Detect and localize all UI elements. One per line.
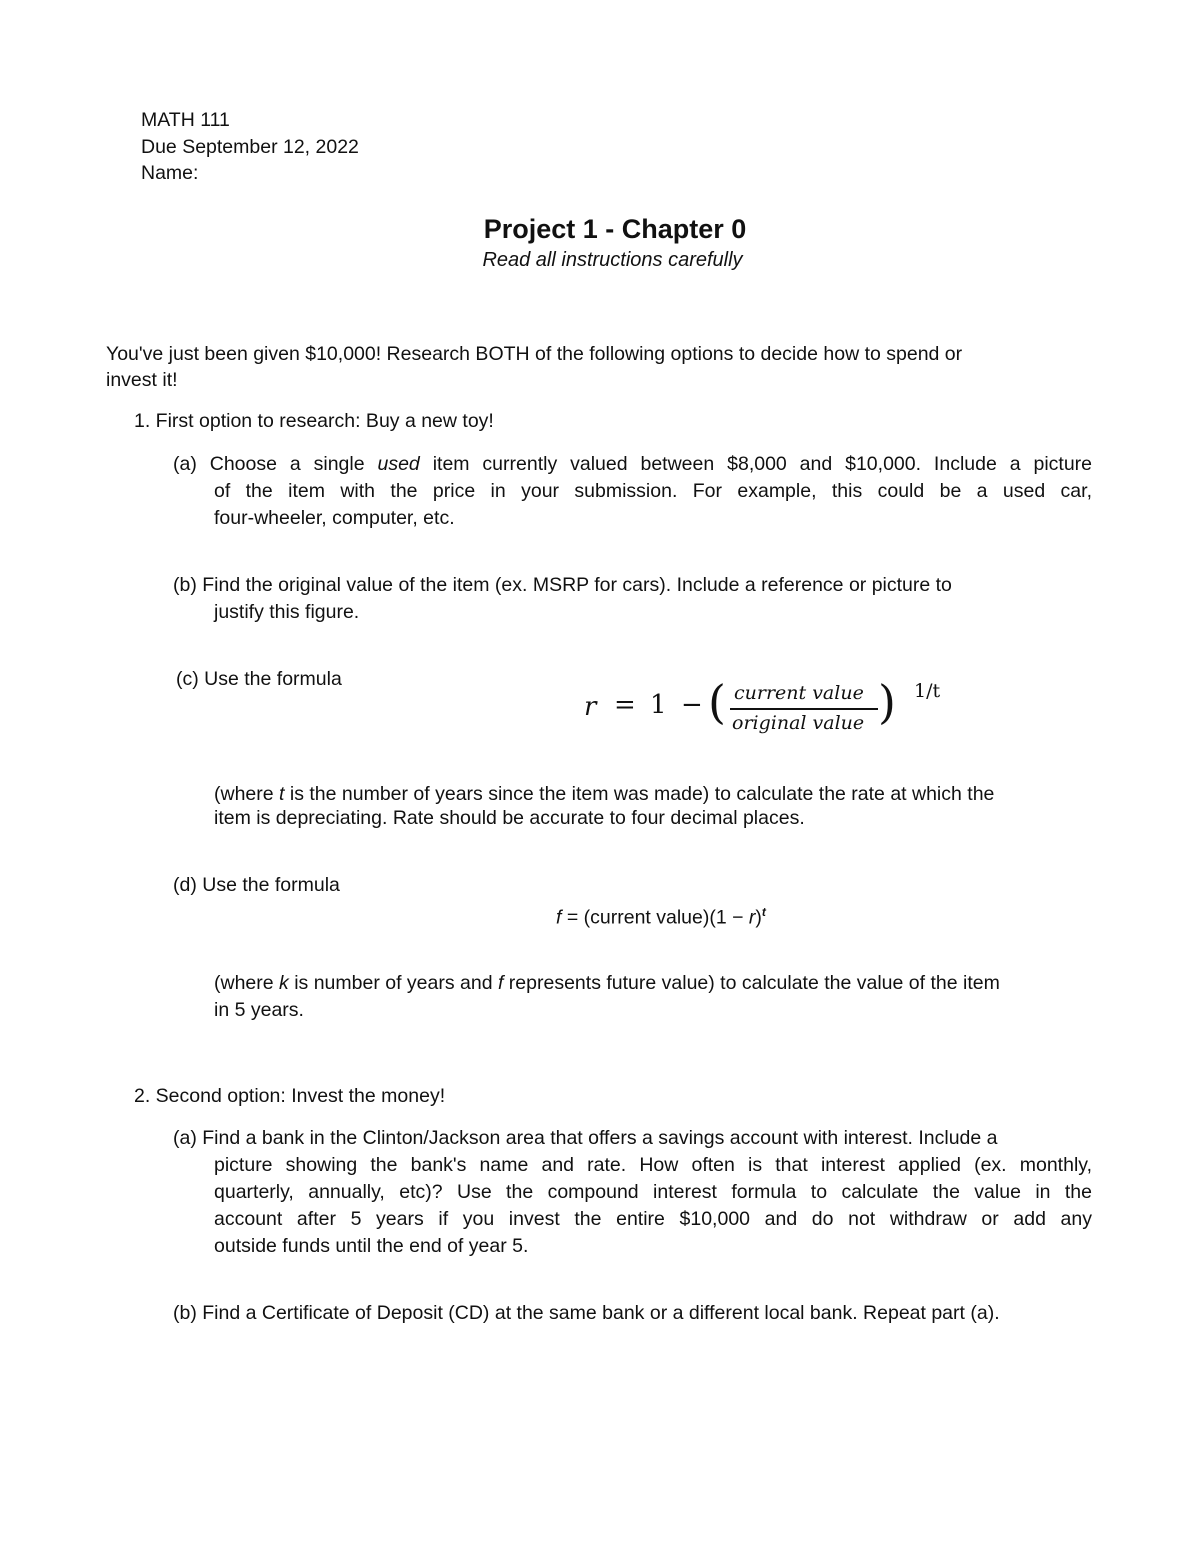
intro-line-2: invest it! [106, 369, 178, 391]
formula-right-paren: ) [878, 675, 896, 729]
item-1c-line-3: item is depreciating. Rate should be accurate to four decimal places. [214, 807, 805, 829]
formula-denominator: original value [732, 712, 865, 734]
item-2a-line-5: outside funds until the end of year 5. [214, 1235, 529, 1257]
emphasis-used: used [377, 453, 420, 475]
item-2a-line-1: (a) Find a bank in the Clinton/Jackson area that offers a savings account with interest. Include a [173, 1127, 998, 1149]
item-1d-line-1: (d) Use the formula [173, 874, 340, 896]
item-1b-line-1: (b) Find the original value of the item (ex. MSRP for cars). Include a reference or picture to [173, 574, 952, 596]
item-1d-where: (where k is number of years and f represents future value) to calculate the value of the item [214, 972, 1000, 994]
formula-r: r [584, 692, 597, 722]
item-1a-line-1: (a) Choose a single used item currently valued between $8,000 and $10,000. Include a picture [173, 453, 1093, 475]
item-1c-line-1: (c) Use the formula [176, 668, 342, 690]
item-1b-line-2: justify this figure. [214, 601, 360, 623]
option-1-heading: 1. First option to research: Buy a new toy! [134, 410, 494, 432]
item-1d-line-3: in 5 years. [214, 999, 304, 1021]
course-code: MATH 111 [141, 109, 230, 131]
name-label: Name: [141, 162, 199, 184]
option-2-heading: 2. Second option: Invest the money! [134, 1085, 446, 1107]
formula-one: 1 [650, 690, 667, 720]
formula-exponent: 1/t [914, 680, 941, 702]
item-2a-line-3: quarterly, annually, etc)? Use the compound interest formula to calculate the value in the [214, 1181, 1092, 1203]
future-value-formula: f = (current value)(1 − r)$^t$ [556, 905, 766, 929]
page-subtitle: Read all instructions carefully [482, 249, 743, 271]
formula-left-paren: ( [708, 675, 726, 729]
item-1a-line-3: four-wheeler, computer, etc. [214, 507, 455, 529]
item-2a-line-2: picture showing the bank's name and rate. How often is that interest applied (ex. monthly, [214, 1154, 1092, 1176]
formula-fraction-bar [730, 708, 878, 710]
item-1a-line-2: of the item with the price in your submission. For example, this could be a used car, [214, 480, 1092, 502]
due-date: Due September 12, 2022 [141, 136, 359, 158]
formula-minus: − [681, 690, 703, 720]
formula-numerator: current value [734, 682, 864, 704]
page-title: Project 1 - Chapter 0 [483, 214, 747, 244]
item-1c-where: (where t is the number of years since the item was made) to calculate the rate at which the [214, 783, 995, 805]
intro-line-1: You've just been given $10,000! Research BOTH of the following options to decide how to spend or [106, 343, 963, 365]
item-2a-line-4: account after 5 years if you invest the entire $10,000 and do not withdraw or add any [214, 1208, 1092, 1230]
item-2b-line-1: (b) Find a Certificate of Deposit (CD) at the same bank or a different local bank. Repeat part (a). [173, 1302, 1000, 1324]
formula-equals: = [614, 690, 636, 720]
